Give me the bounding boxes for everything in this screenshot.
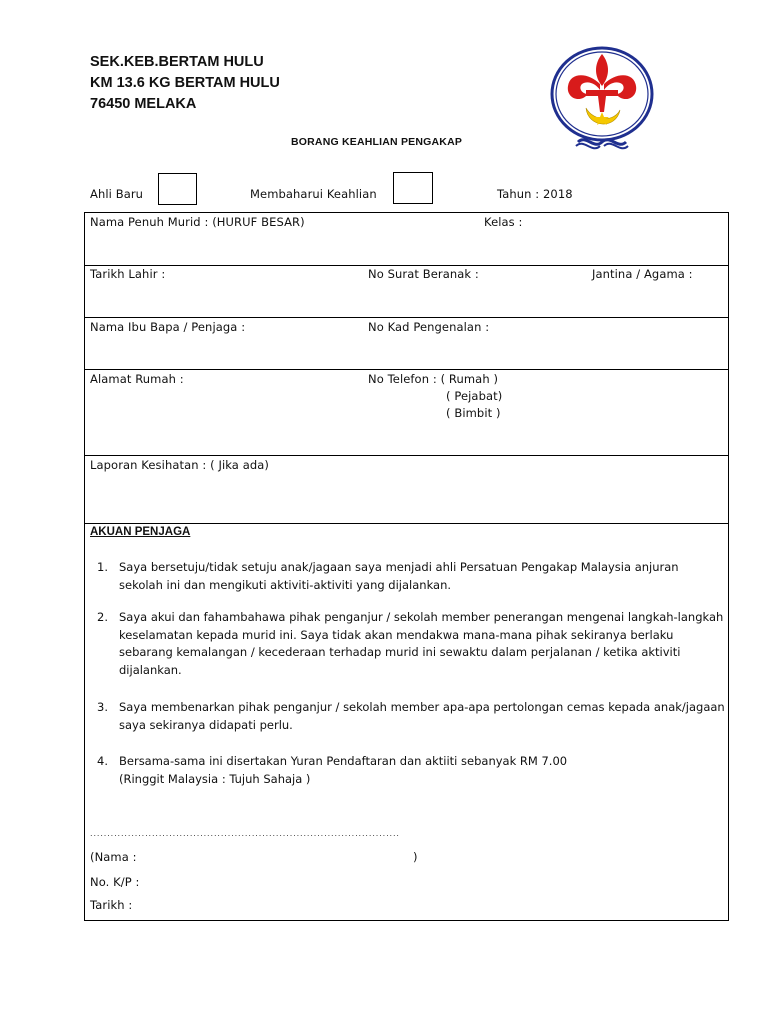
signatory-name-label: (Nama :	[90, 850, 137, 864]
full-name-field[interactable]: Nama Penuh Murid : (HURUF BESAR)	[90, 215, 305, 229]
item-number: 1.	[97, 560, 108, 574]
row-divider	[84, 455, 729, 456]
school-address	[90, 52, 280, 115]
item-number: 3.	[97, 700, 108, 714]
phone-home-field[interactable]: No Telefon : ( Rumah )	[368, 372, 499, 386]
form-title: BORANG KEAHLIAN PENGAKAP	[291, 136, 463, 148]
year-label: Tahun : 2018	[497, 187, 573, 201]
ic-number-field[interactable]: No Kad Pengenalan :	[368, 320, 490, 334]
parent-name-field[interactable]: Nama Ibu Bapa / Penjaga :	[90, 320, 246, 334]
row-divider	[84, 369, 729, 370]
signatory-ic-label: No. K/P :	[90, 875, 140, 889]
item-text: Saya akui dan fahambahawa pihak penganjur / sekolah member penerangan mengenai langkah-langkah keselamatan kepada murid ini. Saya tidak akan mendakwa mana-mana pihak sekiranya berlaku sebarang kemalangan / kecederaan terhadap murid ini sewaktu dalam perjalanan / ketika aktiviti dijalankan.	[119, 610, 724, 677]
health-report-field[interactable]: Laporan Kesihatan : ( Jika ada)	[90, 458, 269, 472]
item-text: Saya membenarkan pihak penganjur / sekolah member apa-apa pertolongan cemas kepada anak/jagaan saya sekiranya didapati perlu.	[119, 700, 725, 732]
school-street: KM 13.6 KG BERTAM HULU	[90, 75, 280, 91]
row-divider	[84, 523, 729, 524]
item-text: Saya bersetuju/tidak setuju anak/jagaan saya menjadi ahli Persatuan Pengakap Malaysia anjuran sekolah ini dan mengikuti aktiviti-aktiviti yang dijalankan.	[119, 560, 679, 592]
phone-mobile-field[interactable]: ( Bimbit )	[446, 406, 501, 420]
signatory-name-close: )	[413, 850, 418, 864]
gender-religion-field[interactable]: Jantina / Agama :	[592, 267, 693, 281]
signature-date-label: Tarikh :	[90, 898, 133, 912]
row-divider	[84, 265, 729, 266]
renew-membership-label: Membaharui Keahlian	[250, 187, 377, 201]
row-divider	[84, 317, 729, 318]
new-member-label: Ahli Baru	[90, 187, 144, 201]
item-number: 4.	[97, 754, 108, 768]
scout-emblem-logo	[548, 42, 656, 160]
item-number: 2.	[97, 610, 108, 624]
class-field[interactable]: Kelas :	[484, 215, 523, 229]
signature-line[interactable]: ..........................................................................................	[90, 829, 400, 838]
school-name: SEK.KEB.BERTAM HULU	[90, 54, 264, 70]
declaration-title: AKUAN PENJAGA	[90, 526, 191, 538]
item-text: Bersama-sama ini disertakan Yuran Pendaftaran dan aktiiti sebanyak RM 7.00 (Ringgit Malaysia : Tujuh Sahaja )	[119, 754, 568, 786]
phone-office-field[interactable]: ( Pejabat)	[446, 389, 503, 403]
home-address-field[interactable]: Alamat Rumah :	[90, 372, 184, 386]
new-member-checkbox[interactable]	[158, 173, 197, 205]
renew-membership-checkbox[interactable]	[393, 172, 433, 204]
school-postcode: 76450 MELAKA	[90, 96, 197, 112]
birth-certificate-field[interactable]: No Surat Beranak :	[368, 267, 479, 281]
date-of-birth-field[interactable]: Tarikh Lahir :	[90, 267, 166, 281]
